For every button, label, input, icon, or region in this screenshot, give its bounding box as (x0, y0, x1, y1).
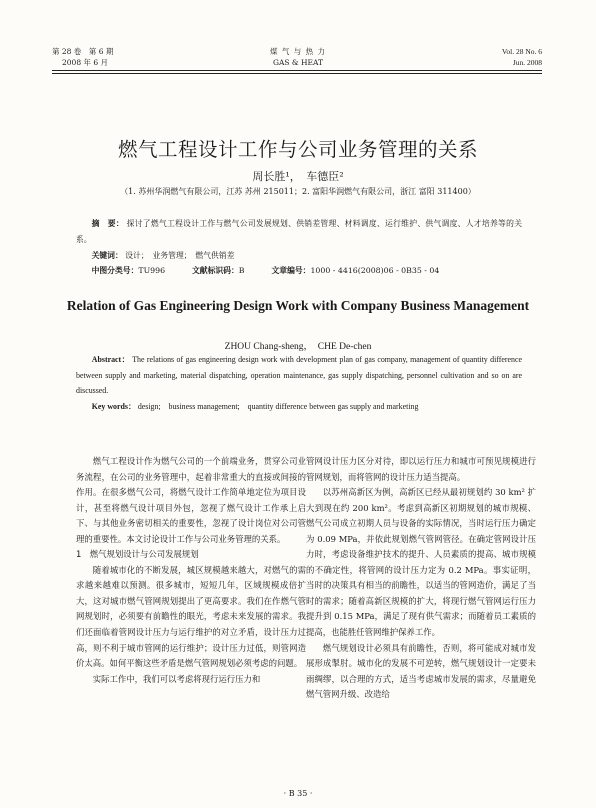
doc-code-value: B (238, 266, 245, 276)
keywords-en-label: Key words： (91, 401, 136, 411)
keywords-en-para (76, 399, 522, 415)
body-paragraph: 管网设计压力区分对待，即以运行压力和城市可预见规模进行管网规划，而将管网的设计压力适当提高。 (306, 456, 536, 482)
clc-label: 中图分类号： (91, 266, 139, 276)
volume-en: Vol. 28 No. 6 (501, 47, 542, 56)
abstract-cn-para (76, 216, 522, 248)
body-paragraph: 随着城市化的不断发展，城区规模越来越大，对燃气的需求越来越难以预测。很多城市，短短几年，区域规模成倍扩大，这对城市燃气管网规划提出了更高要求。我们在作燃气管网规划时，必须要有前瞻性的眼光，考虑未来发展的需求。我们还面临着管网设计压力与运行维护的对立矛盾，设计压力过高，则不利于城市管网的运行维护；设计压力过低，则管网造价太高。如何平衡这些矛盾是燃气管网规划必须考虑的问题。 (76, 564, 306, 669)
abstract-en-text: The relations of gas engineering design work with development plan of gas company, management of quantity difference between supply and marketing, material dispatching, operation maintenance, gas supply dispatching, personnel cultivation and so on are discussed. (76, 355, 522, 395)
abstract-en (76, 352, 522, 414)
authors-cn: 周长胜¹， 车德臣² (252, 170, 344, 183)
article-no-label: 文章编号： (271, 266, 311, 276)
abstract-cn-text: 探讨了燃气工程设计工作与燃气公司发展规划、供销差管理、材料调度、运行维护、供气调度、人才培养等的关系。 (76, 219, 522, 244)
abstract-en-label: Abstract： (91, 355, 130, 364)
body-paragraph: 燃气规划设计必须具有前瞻性，否则，将可能成对城市发展形成掣肘。城市化的发展不可逆转，燃气规划设计一定要未雨绸缪，以合理的方式，适当考虑城市发展的需求，尽量避免燃气管网升级、改造给 (306, 642, 536, 700)
journal-name-cn: 煤 气 与 热 力 (269, 47, 327, 56)
body-right-column (306, 454, 536, 703)
affiliations-cn: （1. 苏州华润燃气有限公司，江苏 苏州 215011；2. 富阳华润燃气有限公司，浙江 富阳 311400） (120, 187, 476, 196)
abstract-cn (76, 216, 522, 279)
volume-cn: 第 28 卷 第 6 期 (52, 47, 114, 56)
paper-title-en: Relation of Gas Engineering Design Work with Company Business Management (66, 298, 530, 313)
section-heading: 1 燃气规划设计与公司发展规划 (76, 549, 199, 560)
abstract-cn-label: 摘 要： (91, 219, 124, 228)
header-rule (52, 70, 542, 71)
keywords-en: design; business management; quantity difference between gas supply and marketing (137, 401, 419, 411)
article-no-value: 1000 - 4416(2008)06 - 0B35 - 04 (310, 266, 440, 276)
date-en: Jun. 2008 (512, 58, 542, 67)
body-left-column (76, 454, 306, 687)
date-cn: 2008 年 6 月 (62, 58, 109, 67)
abstract-en-para (76, 352, 522, 399)
header-volume-en (502, 46, 542, 68)
keywords-cn-label: 关键词： (91, 250, 123, 260)
paper-title-cn: 燃气工程设计工作与公司业务管理的关系 (117, 138, 478, 161)
keywords-cn: 设计； 业务管理； 燃气供销差 (125, 250, 235, 260)
keywords-cn-line (76, 248, 522, 264)
body-paragraph: 燃气工程设计作为燃气公司的一个前端业务，贯穿公司业务流程，在公司的业务管理中，起着非常重大的直接或间接的作用。在很多燃气公司，将燃气设计工作简单地定位为项目设计，甚至将燃气设计项目外包，忽视了燃气设计工作承上启下、与其他业务密切相关的重要性，忽视了设计岗位对公司管理的重要性。本文讨论设计工作与公司业务管理的关系。 (76, 456, 306, 544)
authors-en: ZHOU Chang-sheng， CHE De-chen (224, 342, 372, 352)
clc-value: TU996 (138, 266, 166, 276)
body-paragraph: 实际工作中，我们可以考虑将现行运行压力和 (92, 673, 261, 684)
journal-name-en: GAS & HEAT (272, 58, 323, 67)
doc-code-label: 文献标识码： (192, 266, 239, 276)
page-number: · B 35 · (283, 789, 313, 798)
body-paragraph: 以苏州高新区为例，高新区已经从最初规划约 30 km² 扩大到现在约 200 km²。考虑到高新区初期规划的城市规模、燃气公司成立初期人员与设备的实际情况，当时运行压力确定为 0.09 MPa，并依此规划燃气管网管径。在确定管网设计压力时，考虑设备维护技术的提升、人员素质的提高、城市规模的不确定性，将管网的设计压力定为 0.2 MPa。事实证明，当时的决策具有相当的前瞻性，以适当的管网造价，满足了当时的需求；随着高新区规模的扩大，将现行燃气管网运行压力提升到 0.15 MPa，满足了现有供气需求；而随着员工素质的提高，也能胜任管网维护保养工作。 (306, 487, 536, 638)
classification-line (76, 263, 522, 279)
